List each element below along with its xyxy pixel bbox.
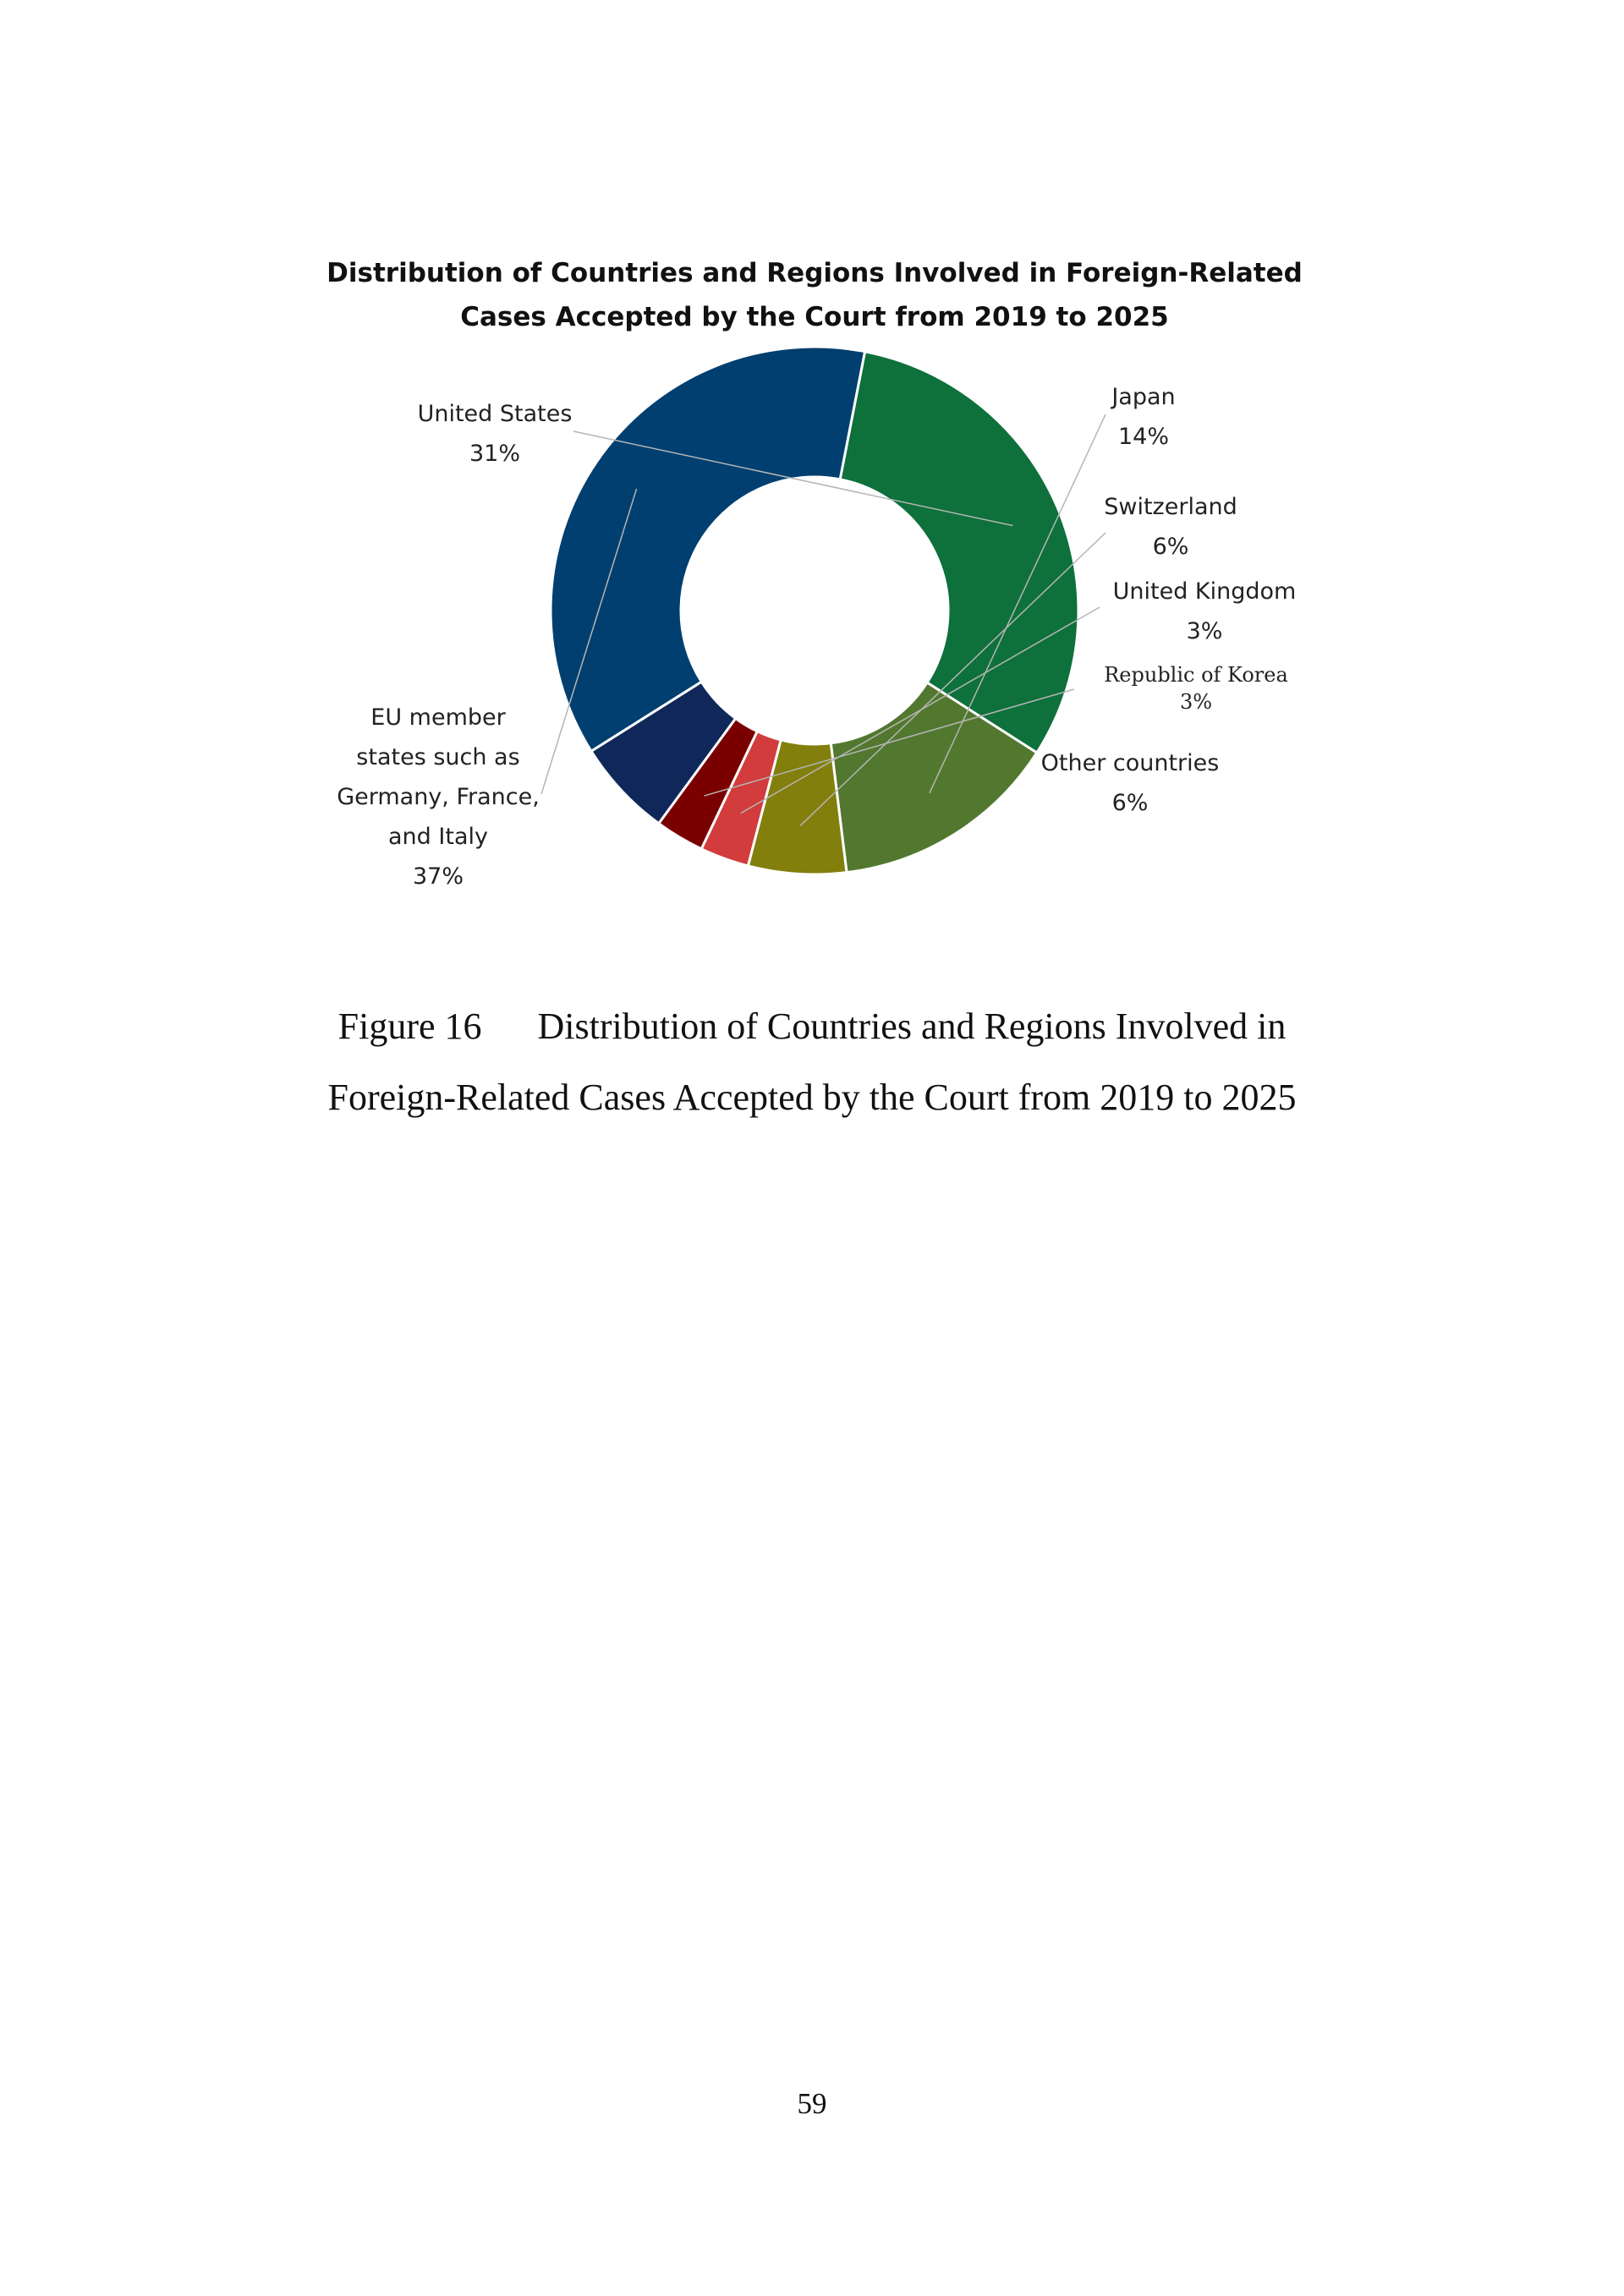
data-label-name-eu-member-states-such-as-germany-france-and-italy-3: and Italy [388, 824, 488, 850]
slice-united-states [840, 352, 1078, 753]
data-label-name-united-kingdom-0: United Kingdom [1112, 578, 1297, 605]
data-label-name-eu-member-states-such-as-germany-france-and-italy-1: states such as [356, 744, 520, 770]
donut-chart [0, 0, 1624, 964]
chart-title-line-1: Distribution of Countries and Regions Involved in Foreign-Related [326, 258, 1303, 288]
caption-text-line-2: Foreign-Related Cases Accepted by the Court from 2019 to 2025 [327, 1077, 1297, 1118]
slices-layer [551, 347, 1078, 874]
figure-caption-line-2 [0, 1076, 1624, 1119]
caption-text-line-1: Distribution of Countries and Regions Involved in [537, 1006, 1287, 1047]
data-label-value-united-states: 31% [469, 441, 521, 467]
chart-title-line-2: Cases Accepted by the Court from 2019 to 2025 [460, 302, 1169, 332]
data-label-name-eu-member-states-such-as-germany-france-and-italy-0: EU member [370, 704, 506, 731]
data-label-name-japan-0: Japan [1111, 384, 1176, 410]
data-label-name-republic-of-korea-0: Republic of Korea [1104, 663, 1288, 687]
figure-caption-line-1 [0, 1005, 1624, 1048]
data-label-value-united-kingdom: 3% [1186, 618, 1223, 644]
data-label-value-switzerland: 6% [1152, 534, 1189, 560]
data-label-name-switzerland-0: Switzerland [1104, 494, 1237, 520]
data-label-value-japan: 14% [1117, 424, 1170, 450]
page-number: 59 [797, 2087, 827, 2120]
data-label-value-eu-member-states-such-as-germany-france-and-italy: 37% [412, 863, 464, 890]
data-label-value-republic-of-korea: 3% [1179, 690, 1213, 714]
figure-number: Figure 16 [337, 1006, 482, 1047]
data-label-name-united-states-0: United States [417, 401, 573, 427]
data-label-name-other-countries-0: Other countries [1040, 750, 1220, 776]
data-label-value-other-countries: 6% [1111, 790, 1149, 816]
data-label-name-eu-member-states-such-as-germany-france-and-italy-2: Germany, France, [337, 784, 540, 810]
